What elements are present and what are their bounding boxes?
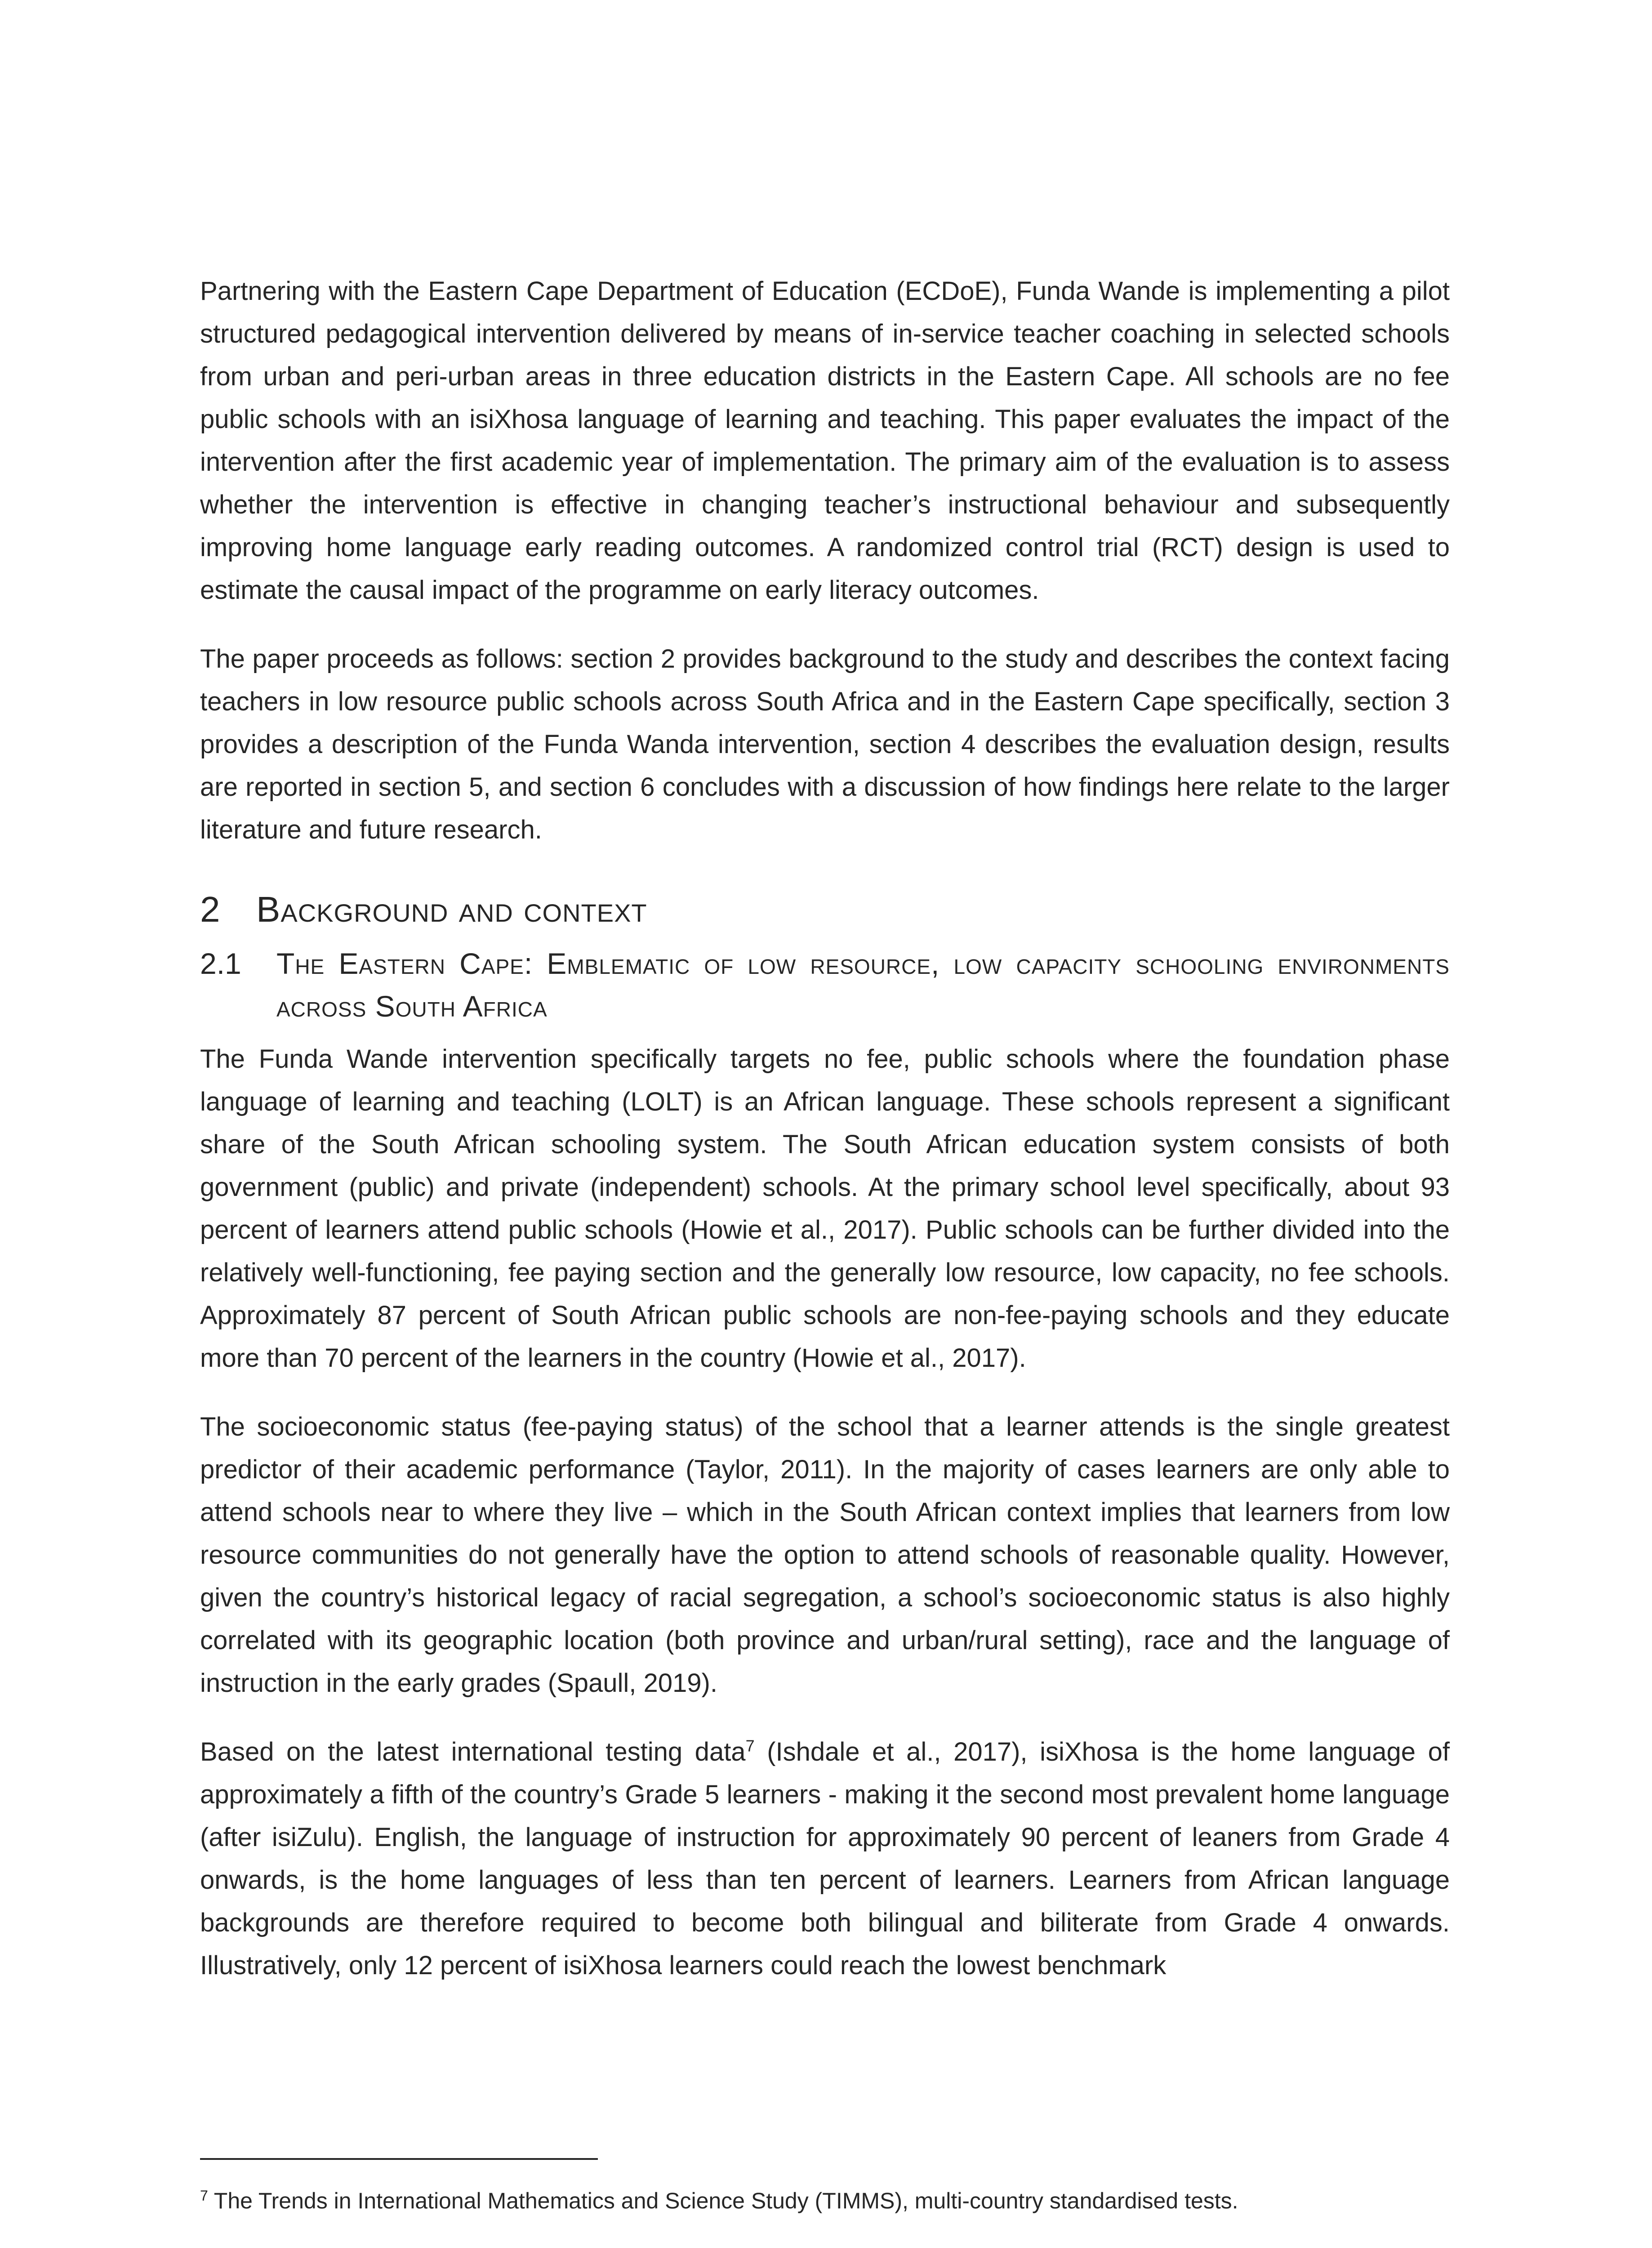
body-paragraph-2: The socioeconomic status (fee-paying status) of the school that a learner attends is the single greatest predictor of their academic performance (Taylor, 2011). In the majority of cases learners are only able to attend schools near to where they live – which in the South African context implies that learners from low resource communities do not generally have the option to attend schools of reasonable quality. However, given the country’s historical legacy of racial segregation, a school’s socioeconomic status is also highly correlated with its geographic location (both province and urban/rural setting), race and the language of instruction in the early grades (Spaull, 2019). bbox=[200, 1412, 1450, 1698]
intro-paragraph-2: The paper proceeds as follows: section 2 provides background to the study and describes the context facing teachers in low resource public schools across South Africa and in the Eastern Cape specifically, section 3 provides a description of the Funda Wanda intervention, section 4 describes the evaluation design, results are reported in section 5, and section 6 concludes with a discussion of how findings here relate to the larger literature and future research. bbox=[200, 644, 1450, 844]
page-body bbox=[200, 270, 1450, 2013]
body-paragraph-1: The Funda Wande intervention specifically targets no fee, public schools where the foundation phase language of learning and teaching (LOLT) is an African language. These schools represent a significant share of the South African schooling system. The South African education system consists of both government (public) and private (independent) schools. At the primary school level specifically, about 93 percent of learners attend public schools (Howie et al., 2017). Public schools can be further divided into the relatively well-functioning, fee paying section and the generally low resource, low capacity, no fee schools. Approximately 87 percent of South African public schools are non-fee-paying schools and they educate more than 70 percent of the learners in the country (Howie et al., 2017). bbox=[200, 1044, 1450, 1373]
footnote-marker: 7 bbox=[200, 2187, 208, 2204]
paragraph-text-after-note: (Ishdale et al., 2017), isiXhosa is the home language of approximately a fifth of the country’s Grade 5 learners - making it the second most prevalent home language (after isiZulu). English, the language of instruction for approximately 90 percent of leaners from Grade 4 onwards, is the home languages of less than ten percent of learners. Learners from African language backgrounds are therefore required to become both bilingual and biliterate from Grade 4 onwards. Illustratively, only 12 percent of isiXhosa learners could reach the lowest benchmark bbox=[200, 1737, 1450, 1980]
footnote-text: The Trends in International Mathematics and Science Study (TIMMS), multi-country standardised tests. bbox=[208, 2188, 1238, 2213]
subsection-number: 2.1 bbox=[200, 947, 241, 980]
intro-paragraph-1: Partnering with the Eastern Cape Department of Education (ECDoE), Funda Wande is implementing a pilot structured pedagogical intervention delivered by means of in-service teacher coaching in selected schools from urban and peri-urban areas in three education districts in the Eastern Cape. All schools are no fee public schools with an isiXhosa language of learning and teaching. This paper evaluates the impact of the intervention after the first academic year of implementation. The primary aim of the evaluation is to assess whether the intervention is effective in changing teacher’s instructional behaviour and subsequently improving home language early reading outcomes. A randomized control trial (RCT) design is used to estimate the causal impact of the programme on early literacy outcomes. bbox=[200, 277, 1450, 605]
paragraph-text-before-note: Based on the latest international testing data bbox=[200, 1737, 746, 1766]
section-title: Background and context bbox=[256, 889, 647, 929]
section-heading bbox=[200, 885, 1450, 934]
subsection-heading bbox=[200, 942, 1450, 1028]
footnote-separator bbox=[200, 2158, 598, 2160]
subsection-title: The Eastern Cape: Emblematic of low resource, low capacity schooling environments across South Africa bbox=[276, 947, 1450, 1023]
section-number: 2 bbox=[200, 889, 220, 929]
footnote-reference[interactable]: 7 bbox=[745, 1736, 755, 1755]
body-paragraph-3 bbox=[200, 1731, 1450, 1987]
footnote bbox=[200, 2183, 1450, 2219]
